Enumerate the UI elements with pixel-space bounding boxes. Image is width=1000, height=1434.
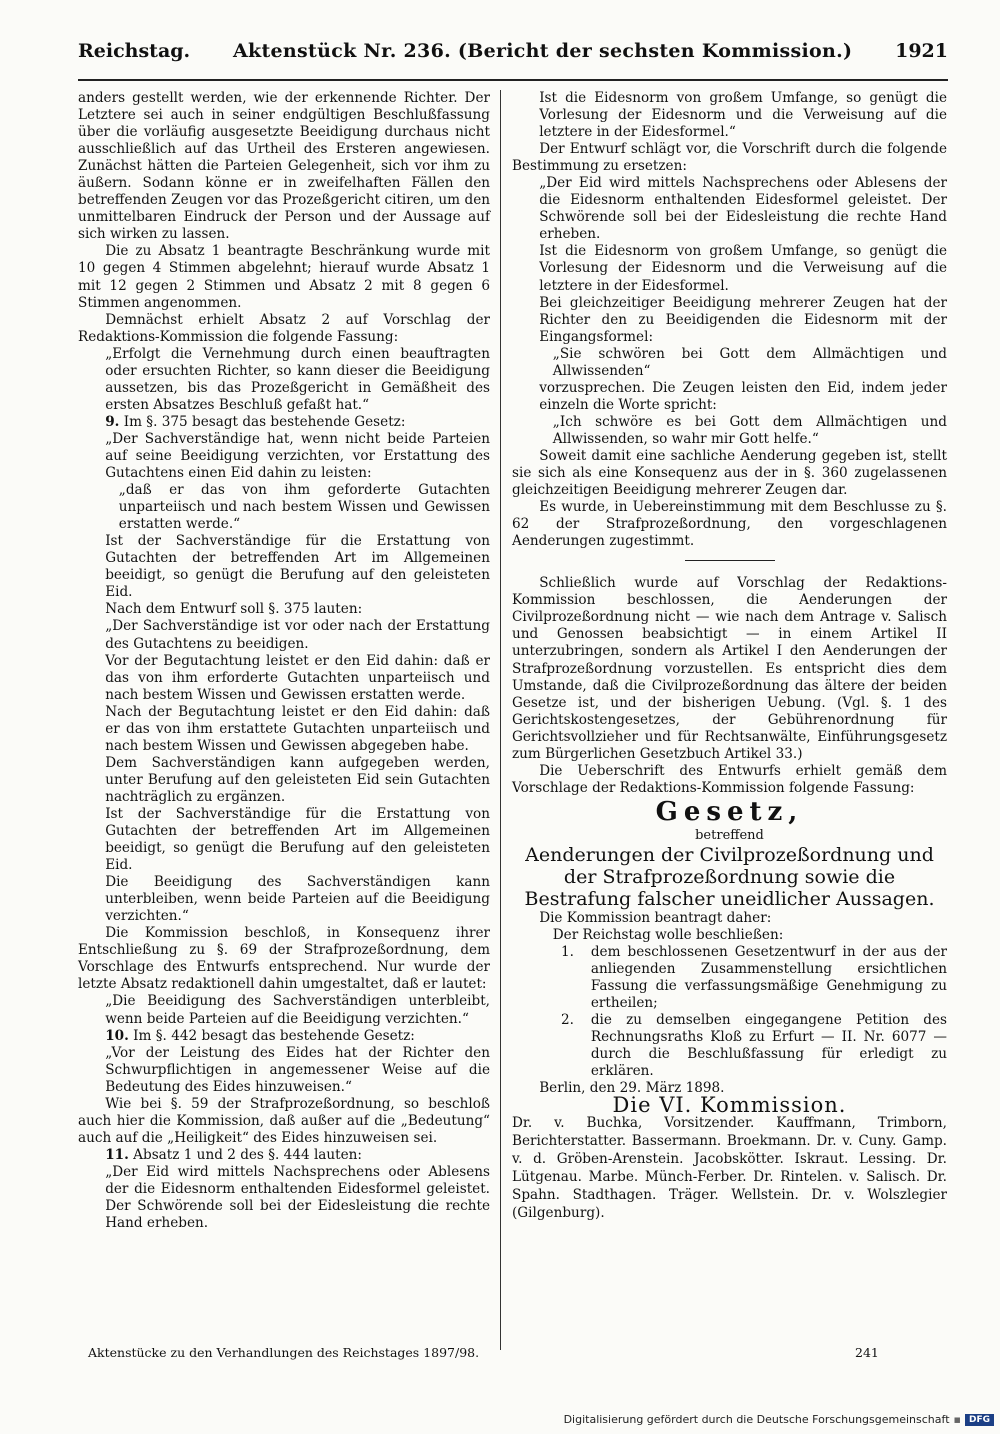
digitization-text: Digitalisierung gefördert durch die Deutsche Forschungsgemeinschaft: [563, 1413, 950, 1426]
numbered-paragraph: [78, 414, 490, 431]
quoted-paragraph: Vor der Begutachtung leistet er den Eid dahin: daß er das von ihm erforderte Gutachten unparteiisch und nach bestem Wissen und Gewissen erstatten werde.: [105, 652, 490, 703]
quoted-paragraph: „Erfolgt die Vernehmung durch einen beauftragten oder ersuchten Richter, so kann dieser die Beeidigung aussetzen, bis das Prozeßgericht in Gemäßheit des ersten Absatzes Beschluß gefaßt hat.“: [105, 345, 490, 413]
quoted-paragraph: „Sie schwören bei Gott dem Allmächtigen und Allwissenden“: [552, 345, 947, 379]
kommission-title: Die VI. Kommission.: [612, 1093, 847, 1118]
body-paragraph: anders gestellt werden, wie der erkennende Richter. Der Letztere sei auch in seiner endgültigen Beschlußfassung über die vorläufig ausgesetzte Beeidigung durchaus nicht ausschließlich auf das Urtheil des Ersteren angewiesen. Zunächst hätten die Parteien Gelegenheit, sich vor ihm zu äußern. Sodann könne er in zweifelhaften Fällen den betreffenden Zeugen vor das Prozeßgericht citiren, um den unmittelbaren Eindruck der Person und der Aussage auf sich wirken zu lassen.: [78, 90, 490, 243]
quoted-paragraph: „Der Sachverständige hat, wenn nicht beide Parteien auf seine Beeidigung verzichten, vor Erstattung des Gutachtens einen Eid dahin zu leisten:: [105, 430, 490, 482]
dfg-logo: DFG: [965, 1414, 994, 1426]
quoted-paragraph: „Der Sachverständige ist vor oder nach der Erstattung des Gutachtens zu beeidigen.: [105, 618, 490, 652]
quoted-paragraph: Ist der Sachverständige für die Erstattung von Gutachten der betreffenden Art im Allgemeinen beeidigt, so genügt die Berufung auf den geleisteten Eid.: [105, 805, 490, 874]
quoted-paragraph: vorzusprechen. Die Zeugen leisten den Eid, indem jeder einzeln die Worte spricht:: [539, 379, 947, 413]
right-column-top: [512, 90, 947, 550]
body-paragraph: Wie bei §. 59 der Strafprozeßordnung, so beschloß auch hier die Kommission, daß außer auf die „Bedeutung“ auch auf die „Heiligkeit“ des Eides hinzuweisen sei.: [78, 1095, 490, 1146]
paragraph-text: Absatz 1 und 2 des §. 444 lauten:: [133, 1146, 362, 1163]
antrag-intro-2: Der Reichstag wolle beschließen:: [552, 926, 784, 943]
quoted-paragraph: „Der Eid wird mittels Nachsprechens oder Ablesens der die Eidesnorm enthaltenden Eidesformel geleistet. Der Schwörende soll bei der Eidesleistung die rechte Hand erheben.: [539, 175, 947, 243]
antrag-item-text: dem beschlossenen Gesetzentwurf in der aus der anliegenden Zusammenstellung ersichtlichen Fassung die verfassungsmäßige Genehmigung zu ertheilen;: [590, 944, 947, 1012]
page-number: 1921: [895, 40, 948, 62]
paragraph-text: Im §. 375 besagt das bestehende Gesetz:: [123, 413, 406, 430]
left-column: [78, 90, 490, 1232]
quoted-paragraph: Ist der Sachverständige für die Erstattung von Gutachten der betreffenden Art im Allgemeinen beeidigt, so genügt die Berufung auf den geleisteten Eid.: [105, 533, 490, 601]
body-paragraph: Es wurde, in Uebereinstimmung mit dem Beschlusse zu §. 62 der Strafprozeßordnung, den vorgeschlagenen Aenderungen zugestimmt.: [512, 499, 947, 550]
digitization-notice: [564, 1413, 994, 1426]
header-rule: [78, 79, 948, 81]
column-divider: [500, 90, 501, 1350]
antrag-item: [512, 944, 947, 1012]
footer-source: Aktenstücke zu den Verhandlungen des Reichstages 1897/98.: [88, 1345, 480, 1360]
quoted-paragraph: „Ich schwöre es bei Gott dem Allmächtigen und Allwissenden, so wahr mir Gott helfe.“: [552, 413, 947, 447]
gesetz-body: Aenderungen der Civilprozeßordnung und der Strafprozeßordnung sowie die Bestrafung falscher uneidlicher Aussagen.: [524, 843, 935, 910]
quoted-paragraph: Die Beeidigung des Sachverständigen kann unterbleiben, wenn beide Parteien auf die Beeidigung verzichten.“: [105, 874, 490, 925]
antrag-item-number: 2.: [560, 1012, 574, 1029]
kommission-members: Dr. v. Buchka, Vorsitzender. Kauffmann, Trimborn, Berichterstatter. Bassermann. Broekmann. Dr. v. Cuny. Gamp. v. d. Gröben-Arenstein. Jacobskötter. Iskraut. Lessing. Dr. Lütgenau. Marbe. Münch-Ferber. Dr. Rintelen. v. Salisch. Dr. Spahn. Stadthagen. Träger. Wellstein. Dr. v. Wolszlegier (Gilgenburg).: [512, 1115, 947, 1222]
antrag-item: [512, 1012, 947, 1080]
gesetz-subtitle: betreffend: [695, 827, 764, 843]
quoted-paragraph: „Der Eid wird mittels Nachsprechens oder Ablesens der die Eidesnorm enthaltenden Eidesformel geleistet. Der Schwörende soll bei der Eidesleistung die rechte Hand erheben.: [105, 1163, 490, 1232]
header-title: Aktenstück Nr. 236. (Bericht der sechsten Kommission.): [232, 40, 853, 62]
body-paragraph: Die Kommission beschloß, in Konsequenz ihrer Entschließung zu §. 69 der Strafprozeßordnung, dem Vorschlage des Entwurfs entsprechend. Nur wurde der letzte Absatz redaktionell dahin umgestaltet, daß er lautet:: [78, 925, 490, 993]
paragraph-number: 11.: [105, 1146, 129, 1163]
right-column: [512, 90, 947, 1222]
body-paragraph: Der Entwurf schlägt vor, die Vorschrift durch die folgende Bestimmung zu ersetzen:: [512, 141, 947, 175]
running-header: [78, 40, 948, 80]
quoted-paragraph: „daß er das von ihm geforderte Gutachten unparteiisch und nach bestem Wissen und Gewissen erstatten werde.“: [118, 482, 490, 533]
gesetz-title: Gesetz,: [655, 796, 804, 827]
header-left: Reichstag.: [78, 40, 191, 62]
body-paragraph: Die Ueberschrift des Entwurfs erhielt gemäß dem Vorschlage der Redaktions-Kommission folgende Fassung:: [512, 762, 947, 796]
quoted-paragraph: Ist die Eidesnorm von großem Umfange, so genügt die Vorlesung der Eidesnorm und die Verweisung auf die letztere in der Eidesformel.: [539, 243, 947, 294]
separator-icon: ▪: [953, 1413, 961, 1426]
footer-page-number: 241: [855, 1345, 879, 1360]
body-paragraph: Demnächst erhielt Absatz 2 auf Vorschlag der Redaktions-Kommission die folgende Fassung:: [78, 311, 490, 345]
section-divider: [685, 560, 775, 561]
quoted-paragraph: Ist die Eidesnorm von großem Umfange, so genügt die Vorlesung der Eidesnorm und die Verweisung auf die letztere in der Eidesformel.“: [539, 90, 947, 141]
paragraph-number: 10.: [105, 1027, 129, 1044]
paragraph-text: Im §. 442 besagt das bestehende Gesetz:: [133, 1027, 415, 1044]
quoted-paragraph: Bei gleichzeitiger Beeidigung mehrerer Zeugen hat der Richter den zu Beeidigenden die Eidesnorm mit der Eingangsformel:: [539, 294, 947, 345]
quoted-paragraph: „Die Beeidigung des Sachverständigen unterbleibt, wenn beide Parteien auf die Beeidigung verzichten.“: [105, 993, 490, 1027]
date-line: Berlin, den 29. März 1898.: [539, 1080, 725, 1097]
quoted-paragraph: „Vor der Leistung des Eides hat der Richter den Schwurpflichtigen in angemessener Weise auf die Bedeutung des Eides hinzuweisen.“: [105, 1044, 490, 1095]
quoted-paragraph: Nach der Begutachtung leistet er den Eid dahin: daß er das von ihm erstattete Gutachten unparteiisch und nach bestem Wissen und Gewissen abgegeben habe.: [105, 703, 490, 754]
body-paragraph: Die zu Absatz 1 beantragte Beschränkung wurde mit 10 gegen 4 Stimmen abgelehnt; hierauf wurde Absatz 1 mit 12 gegen 2 Stimmen und Absatz 2 mit 8 gegen 6 Stimmen angenommen.: [78, 243, 490, 311]
numbered-paragraph: [78, 1028, 490, 1045]
antrag-item-text: die zu demselben eingegangene Petition des Rechnungsraths Kloß zu Erfurt — II. Nr. 6077 — durch die Beschlußfassung für erledigt zu erklären.: [590, 1012, 947, 1080]
antrag-intro-1: Die Kommission beantragt daher:: [539, 909, 772, 926]
numbered-paragraph: [78, 1147, 490, 1164]
body-paragraph: Soweit damit eine sachliche Aenderung gegeben ist, stellt sie sich als eine Konsequenz aus der in §. 360 zugelassenen gleichzeitigen Beeidigung mehrerer Zeugen dar.: [512, 447, 947, 499]
body-paragraph: Schließlich wurde auf Vorschlag der Redaktions-Kommission beschlossen, die Aenderungen der Civilprozeßordnung nicht — wie nach dem Antrage v. Salisch und Genossen beabsichtigt — in einem Artikel II unterzubringen, sondern als Artikel I den Aenderungen der Strafprozeßordnung vorzustellen. Es entspricht dies dem Umstande, daß die Civilprozeßordnung das ältere der beiden Gesetze ist, und der bisherigen Uebung. (Vgl. §. 1 des Gerichtskostengesetzes, der Gebührenordnung für Gerichtsvollzieher und für Rechtsanwälte, Einführungsgesetz zum Bürgerlichen Gesetzbuch Artikel 33.): [512, 575, 947, 762]
right-column-bottom: [512, 575, 947, 797]
body-paragraph: Nach dem Entwurf soll §. 375 lauten:: [105, 601, 363, 618]
antrag-item-number: 1.: [560, 944, 574, 961]
quoted-paragraph: Dem Sachverständigen kann aufgegeben werden, unter Berufung auf den geleisteten Eid sein Gutachten nachträglich zu ergänzen.: [105, 754, 490, 805]
paragraph-number: 9.: [105, 413, 120, 430]
